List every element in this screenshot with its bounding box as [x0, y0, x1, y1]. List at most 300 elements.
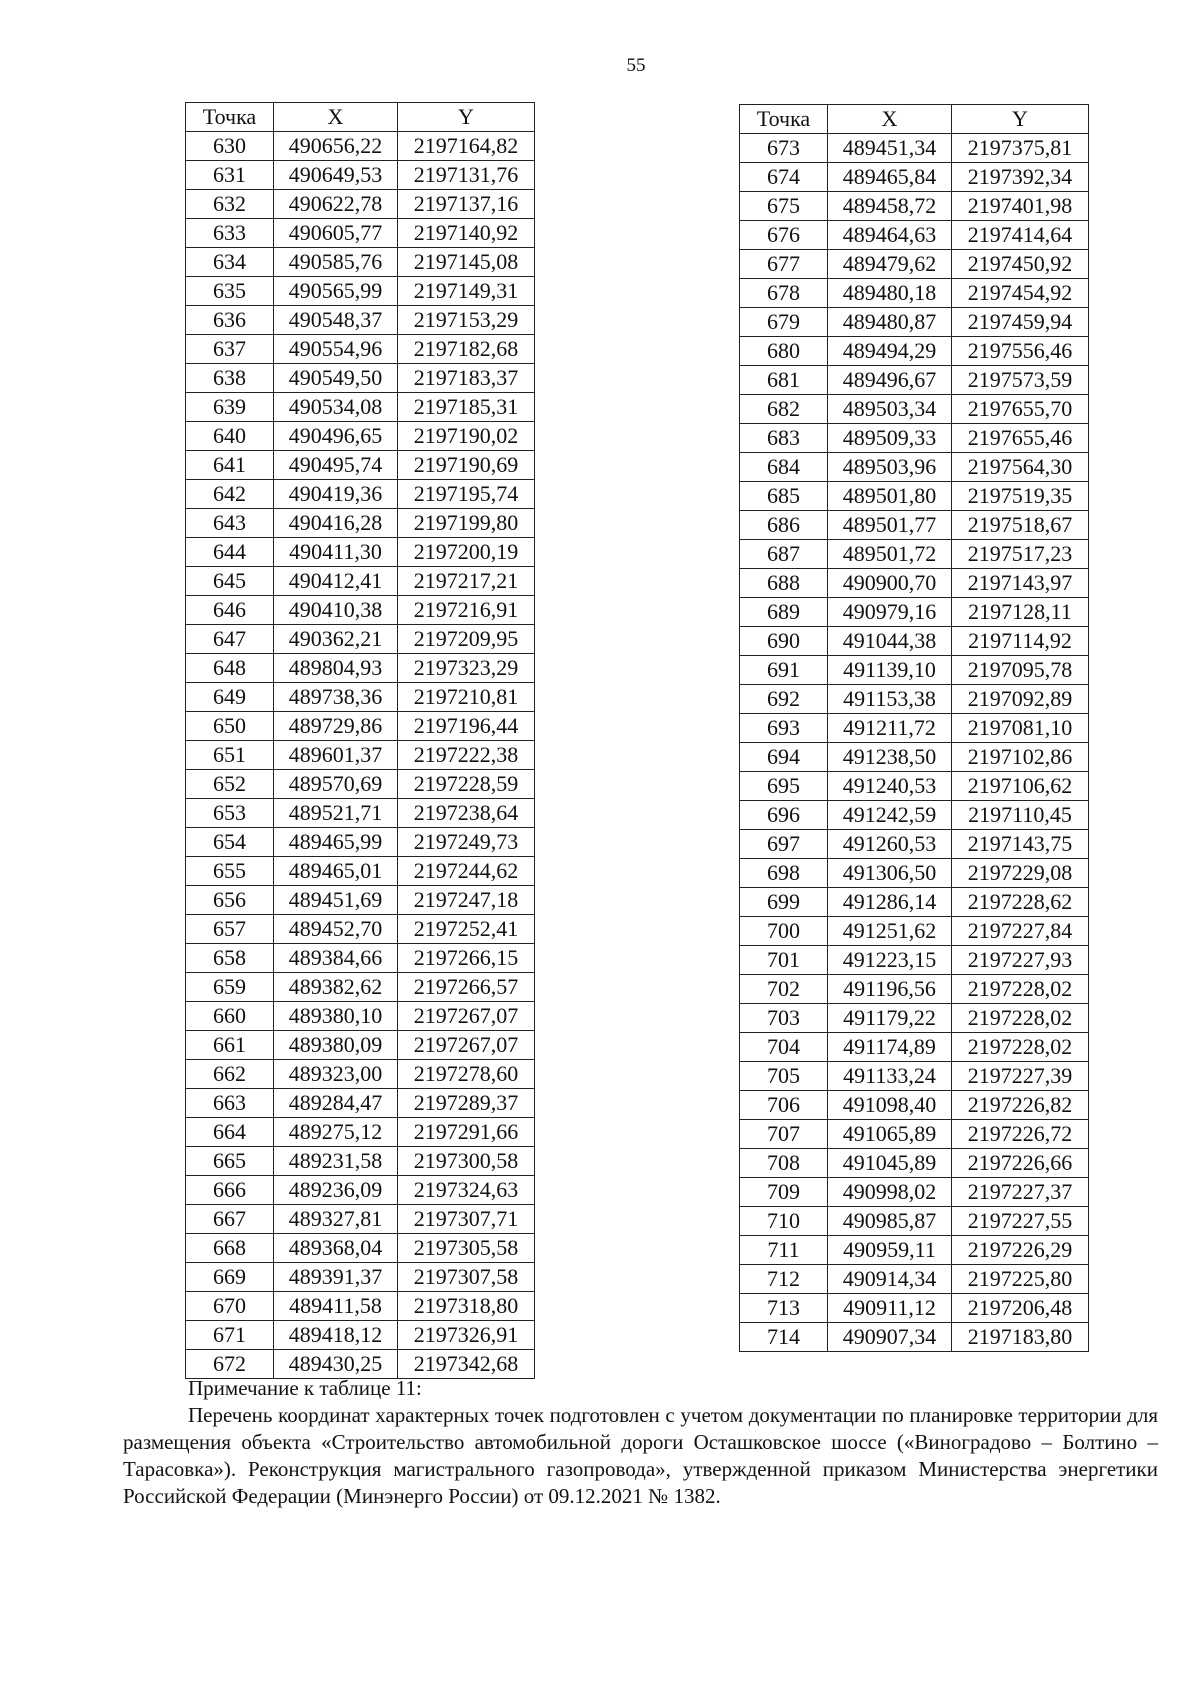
header-x: X [274, 103, 398, 132]
x-cell: 489480,18 [828, 279, 952, 308]
table-row [186, 335, 535, 364]
point-cell: 660 [186, 1002, 274, 1031]
table-row [186, 596, 535, 625]
x-cell: 489368,04 [274, 1234, 398, 1263]
y-cell: 2197401,98 [952, 192, 1089, 221]
y-cell: 2197164,82 [398, 132, 535, 161]
x-cell: 489284,47 [274, 1089, 398, 1118]
x-cell: 491153,38 [828, 685, 952, 714]
point-cell: 704 [740, 1033, 828, 1062]
y-cell: 2197143,97 [952, 569, 1089, 598]
y-cell: 2197102,86 [952, 743, 1089, 772]
x-cell: 491240,53 [828, 772, 952, 801]
y-cell: 2197226,29 [952, 1236, 1089, 1265]
x-cell: 489465,99 [274, 828, 398, 857]
y-cell: 2197655,46 [952, 424, 1089, 453]
y-cell: 2197225,80 [952, 1265, 1089, 1294]
table-row [740, 1004, 1089, 1033]
point-cell: 689 [740, 598, 828, 627]
point-cell: 640 [186, 422, 274, 451]
table-row [186, 1060, 535, 1089]
y-cell: 2197228,02 [952, 1033, 1089, 1062]
y-cell: 2197092,89 [952, 685, 1089, 714]
y-cell: 2197238,64 [398, 799, 535, 828]
y-cell: 2197291,66 [398, 1118, 535, 1147]
point-cell: 683 [740, 424, 828, 453]
y-cell: 2197228,02 [952, 975, 1089, 1004]
point-cell: 673 [740, 134, 828, 163]
point-cell: 690 [740, 627, 828, 656]
table-row [186, 886, 535, 915]
table-row [740, 453, 1089, 482]
table-row [186, 1176, 535, 1205]
table-row [740, 395, 1089, 424]
point-cell: 643 [186, 509, 274, 538]
y-cell: 2197519,35 [952, 482, 1089, 511]
table-row [740, 1091, 1089, 1120]
table-row [186, 219, 535, 248]
x-cell: 489494,29 [828, 337, 952, 366]
x-cell: 490985,87 [828, 1207, 952, 1236]
y-cell: 2197307,71 [398, 1205, 535, 1234]
x-cell: 489418,12 [274, 1321, 398, 1350]
x-cell: 491223,15 [828, 946, 952, 975]
point-cell: 707 [740, 1120, 828, 1149]
y-cell: 2197206,48 [952, 1294, 1089, 1323]
table-row [186, 480, 535, 509]
point-cell: 631 [186, 161, 274, 190]
header-x: X [828, 105, 952, 134]
table-row [740, 1294, 1089, 1323]
y-cell: 2197307,58 [398, 1263, 535, 1292]
note-body: Перечень координат характерных точек подготовлен с учетом документации по планировке территории для размещения объекта «Строительство автомобильной дороги Осташковское шоссе («Виноградово – Болтино – Тарасовка»). Реконструкция магистрального газопровода», утвержденной приказом Министерства энергетики Российской Федерации (Минэнерго России) от 09.12.2021 № 1382. [123, 1403, 1158, 1508]
x-cell: 489236,09 [274, 1176, 398, 1205]
table-row [186, 190, 535, 219]
table-row [186, 857, 535, 886]
y-cell: 2197145,08 [398, 248, 535, 277]
point-cell: 684 [740, 453, 828, 482]
x-cell: 489411,58 [274, 1292, 398, 1321]
y-cell: 2197228,59 [398, 770, 535, 799]
x-cell: 491260,53 [828, 830, 952, 859]
table-row [186, 1002, 535, 1031]
point-cell: 667 [186, 1205, 274, 1234]
table-row [740, 424, 1089, 453]
table-row [740, 830, 1089, 859]
y-cell: 2197210,81 [398, 683, 535, 712]
point-cell: 637 [186, 335, 274, 364]
note-title: Примечание к таблице 11: [188, 1376, 422, 1400]
point-cell: 638 [186, 364, 274, 393]
point-cell: 641 [186, 451, 274, 480]
x-cell: 491251,62 [828, 917, 952, 946]
point-cell: 705 [740, 1062, 828, 1091]
x-cell: 489503,96 [828, 453, 952, 482]
point-cell: 658 [186, 944, 274, 973]
table-row [740, 134, 1089, 163]
point-cell: 657 [186, 915, 274, 944]
x-cell: 489503,34 [828, 395, 952, 424]
point-cell: 656 [186, 886, 274, 915]
y-cell: 2197249,73 [398, 828, 535, 857]
x-cell: 490605,77 [274, 219, 398, 248]
table-row [740, 1178, 1089, 1207]
x-cell: 490656,22 [274, 132, 398, 161]
table-row [186, 1234, 535, 1263]
table-row [186, 422, 535, 451]
y-cell: 2197131,76 [398, 161, 535, 190]
table-row [186, 1031, 535, 1060]
y-cell: 2197655,70 [952, 395, 1089, 424]
table-row [740, 1120, 1089, 1149]
table-row [740, 1323, 1089, 1352]
table-row [740, 598, 1089, 627]
x-cell: 491098,40 [828, 1091, 952, 1120]
x-cell: 489452,70 [274, 915, 398, 944]
x-cell: 490998,02 [828, 1178, 952, 1207]
y-cell: 2197247,18 [398, 886, 535, 915]
y-cell: 2197190,69 [398, 451, 535, 480]
point-cell: 664 [186, 1118, 274, 1147]
x-cell: 490410,38 [274, 596, 398, 625]
table-row [186, 1292, 535, 1321]
point-cell: 701 [740, 946, 828, 975]
table-row [186, 915, 535, 944]
point-cell: 676 [740, 221, 828, 250]
y-cell: 2197137,16 [398, 190, 535, 219]
y-cell: 2197227,55 [952, 1207, 1089, 1236]
x-cell: 489465,84 [828, 163, 952, 192]
point-cell: 686 [740, 511, 828, 540]
point-cell: 713 [740, 1294, 828, 1323]
y-cell: 2197323,29 [398, 654, 535, 683]
table-row [740, 221, 1089, 250]
table-row [740, 714, 1089, 743]
x-cell: 489430,25 [274, 1350, 398, 1379]
table-row [186, 538, 535, 567]
x-cell: 489479,62 [828, 250, 952, 279]
header-y: Y [398, 103, 535, 132]
x-cell: 489380,10 [274, 1002, 398, 1031]
table-note [123, 1375, 1158, 1510]
table-row [740, 192, 1089, 221]
table-row [186, 799, 535, 828]
y-cell: 2197414,64 [952, 221, 1089, 250]
point-cell: 672 [186, 1350, 274, 1379]
y-cell: 2197318,80 [398, 1292, 535, 1321]
y-cell: 2197209,95 [398, 625, 535, 654]
x-cell: 489323,00 [274, 1060, 398, 1089]
x-cell: 490907,34 [828, 1323, 952, 1352]
y-cell: 2197143,75 [952, 830, 1089, 859]
point-cell: 654 [186, 828, 274, 857]
table-row [740, 975, 1089, 1004]
y-cell: 2197216,91 [398, 596, 535, 625]
y-cell: 2197153,29 [398, 306, 535, 335]
y-cell: 2197226,72 [952, 1120, 1089, 1149]
x-cell: 489570,69 [274, 770, 398, 799]
y-cell: 2197450,92 [952, 250, 1089, 279]
point-cell: 661 [186, 1031, 274, 1060]
point-cell: 696 [740, 801, 828, 830]
x-cell: 491139,10 [828, 656, 952, 685]
table-row [740, 163, 1089, 192]
table-row [186, 1263, 535, 1292]
x-cell: 491196,56 [828, 975, 952, 1004]
point-cell: 666 [186, 1176, 274, 1205]
y-cell: 2197278,60 [398, 1060, 535, 1089]
table-row [740, 1062, 1089, 1091]
table-row [186, 1205, 535, 1234]
x-cell: 489501,77 [828, 511, 952, 540]
x-cell: 489501,72 [828, 540, 952, 569]
point-cell: 685 [740, 482, 828, 511]
table-row [186, 1089, 535, 1118]
point-cell: 675 [740, 192, 828, 221]
page-number: 55 [626, 55, 646, 76]
y-cell: 2197226,66 [952, 1149, 1089, 1178]
point-cell: 679 [740, 308, 828, 337]
point-cell: 642 [186, 480, 274, 509]
x-cell: 490979,16 [828, 598, 952, 627]
x-cell: 491306,50 [828, 859, 952, 888]
y-cell: 2197227,39 [952, 1062, 1089, 1091]
y-cell: 2197392,34 [952, 163, 1089, 192]
y-cell: 2197217,21 [398, 567, 535, 596]
point-cell: 648 [186, 654, 274, 683]
y-cell: 2197454,92 [952, 279, 1089, 308]
table-row [186, 306, 535, 335]
y-cell: 2197227,93 [952, 946, 1089, 975]
x-cell: 490900,70 [828, 569, 952, 598]
table-row [186, 1147, 535, 1176]
table-row [186, 741, 535, 770]
table-row [186, 712, 535, 741]
point-cell: 693 [740, 714, 828, 743]
y-cell: 2197081,10 [952, 714, 1089, 743]
point-cell: 635 [186, 277, 274, 306]
table-row [740, 482, 1089, 511]
y-cell: 2197326,91 [398, 1321, 535, 1350]
table-row [740, 1236, 1089, 1265]
table-row [186, 770, 535, 799]
table-row [186, 654, 535, 683]
x-cell: 489521,71 [274, 799, 398, 828]
x-cell: 490495,74 [274, 451, 398, 480]
table-row [186, 393, 535, 422]
point-cell: 634 [186, 248, 274, 277]
point-cell: 698 [740, 859, 828, 888]
table-row [186, 1321, 535, 1350]
table-row [186, 625, 535, 654]
y-cell: 2197267,07 [398, 1002, 535, 1031]
x-cell: 489382,62 [274, 973, 398, 1002]
point-cell: 699 [740, 888, 828, 917]
x-cell: 491065,89 [828, 1120, 952, 1149]
point-cell: 681 [740, 366, 828, 395]
point-cell: 662 [186, 1060, 274, 1089]
table-row [740, 308, 1089, 337]
y-cell: 2197185,31 [398, 393, 535, 422]
table-row [740, 772, 1089, 801]
y-cell: 2197114,92 [952, 627, 1089, 656]
table-row [740, 917, 1089, 946]
point-cell: 670 [186, 1292, 274, 1321]
table-header-row [186, 103, 535, 132]
point-cell: 649 [186, 683, 274, 712]
y-cell: 2197140,92 [398, 219, 535, 248]
x-cell: 489738,36 [274, 683, 398, 712]
x-cell: 490585,76 [274, 248, 398, 277]
point-cell: 630 [186, 132, 274, 161]
point-cell: 632 [186, 190, 274, 219]
point-cell: 708 [740, 1149, 828, 1178]
y-cell: 2197266,15 [398, 944, 535, 973]
point-cell: 674 [740, 163, 828, 192]
x-cell: 489275,12 [274, 1118, 398, 1147]
point-cell: 682 [740, 395, 828, 424]
point-cell: 694 [740, 743, 828, 772]
y-cell: 2197518,67 [952, 511, 1089, 540]
x-cell: 489465,01 [274, 857, 398, 886]
x-cell: 490565,99 [274, 277, 398, 306]
x-cell: 489601,37 [274, 741, 398, 770]
y-cell: 2197106,62 [952, 772, 1089, 801]
x-cell: 490554,96 [274, 335, 398, 364]
point-cell: 671 [186, 1321, 274, 1350]
x-cell: 489729,86 [274, 712, 398, 741]
x-cell: 491045,89 [828, 1149, 952, 1178]
point-cell: 663 [186, 1089, 274, 1118]
x-cell: 490411,30 [274, 538, 398, 567]
x-cell: 490549,50 [274, 364, 398, 393]
point-cell: 702 [740, 975, 828, 1004]
table-row [186, 451, 535, 480]
y-cell: 2197517,23 [952, 540, 1089, 569]
y-cell: 2197199,80 [398, 509, 535, 538]
table-row [186, 248, 535, 277]
point-cell: 653 [186, 799, 274, 828]
point-cell: 665 [186, 1147, 274, 1176]
table-row [740, 743, 1089, 772]
point-cell: 647 [186, 625, 274, 654]
table-row [740, 801, 1089, 830]
x-cell: 489231,58 [274, 1147, 398, 1176]
y-cell: 2197573,59 [952, 366, 1089, 395]
y-cell: 2197375,81 [952, 134, 1089, 163]
x-cell: 491133,24 [828, 1062, 952, 1091]
table-row [740, 1207, 1089, 1236]
table-row [740, 366, 1089, 395]
x-cell: 489804,93 [274, 654, 398, 683]
table-row [186, 944, 535, 973]
y-cell: 2197266,57 [398, 973, 535, 1002]
point-cell: 646 [186, 596, 274, 625]
y-cell: 2197195,74 [398, 480, 535, 509]
table-row [740, 946, 1089, 975]
point-cell: 669 [186, 1263, 274, 1292]
coordinates-table-right [739, 104, 1089, 1352]
x-cell: 490496,65 [274, 422, 398, 451]
table-row [186, 277, 535, 306]
table-row [740, 1033, 1089, 1062]
x-cell: 489451,69 [274, 886, 398, 915]
x-cell: 489451,34 [828, 134, 952, 163]
table-row [740, 1265, 1089, 1294]
x-cell: 490362,21 [274, 625, 398, 654]
y-cell: 2197110,45 [952, 801, 1089, 830]
point-cell: 652 [186, 770, 274, 799]
point-cell: 710 [740, 1207, 828, 1236]
table-row [186, 161, 535, 190]
point-cell: 678 [740, 279, 828, 308]
y-cell: 2197182,68 [398, 335, 535, 364]
y-cell: 2197324,63 [398, 1176, 535, 1205]
point-cell: 668 [186, 1234, 274, 1263]
x-cell: 491179,22 [828, 1004, 952, 1033]
y-cell: 2197226,82 [952, 1091, 1089, 1120]
table-row [740, 250, 1089, 279]
y-cell: 2197128,11 [952, 598, 1089, 627]
y-cell: 2197228,02 [952, 1004, 1089, 1033]
point-cell: 688 [740, 569, 828, 598]
table-row [740, 540, 1089, 569]
x-cell: 490622,78 [274, 190, 398, 219]
table-row [740, 685, 1089, 714]
table-row [186, 509, 535, 538]
point-cell: 636 [186, 306, 274, 335]
point-cell: 677 [740, 250, 828, 279]
y-cell: 2197229,08 [952, 859, 1089, 888]
table-row [186, 132, 535, 161]
table-header-row [740, 105, 1089, 134]
y-cell: 2197305,58 [398, 1234, 535, 1263]
point-cell: 712 [740, 1265, 828, 1294]
y-cell: 2197222,38 [398, 741, 535, 770]
coordinates-table-left [185, 102, 535, 1379]
y-cell: 2197149,31 [398, 277, 535, 306]
y-cell: 2197200,19 [398, 538, 535, 567]
point-cell: 644 [186, 538, 274, 567]
table-row [186, 364, 535, 393]
x-cell: 490649,53 [274, 161, 398, 190]
point-cell: 703 [740, 1004, 828, 1033]
y-cell: 2197342,68 [398, 1350, 535, 1379]
header-point: Точка [186, 103, 274, 132]
y-cell: 2197183,37 [398, 364, 535, 393]
x-cell: 490548,37 [274, 306, 398, 335]
table-row [740, 337, 1089, 366]
y-cell: 2197190,02 [398, 422, 535, 451]
x-cell: 490412,41 [274, 567, 398, 596]
y-cell: 2197459,94 [952, 308, 1089, 337]
table-row [186, 1118, 535, 1147]
y-cell: 2197564,30 [952, 453, 1089, 482]
point-cell: 633 [186, 219, 274, 248]
header-point: Точка [740, 105, 828, 134]
x-cell: 489501,80 [828, 482, 952, 511]
y-cell: 2197244,62 [398, 857, 535, 886]
y-cell: 2197300,58 [398, 1147, 535, 1176]
y-cell: 2197227,84 [952, 917, 1089, 946]
y-cell: 2197252,41 [398, 915, 535, 944]
x-cell: 491044,38 [828, 627, 952, 656]
table-row [186, 683, 535, 712]
table-row [740, 279, 1089, 308]
point-cell: 692 [740, 685, 828, 714]
table-row [186, 828, 535, 857]
x-cell: 490959,11 [828, 1236, 952, 1265]
